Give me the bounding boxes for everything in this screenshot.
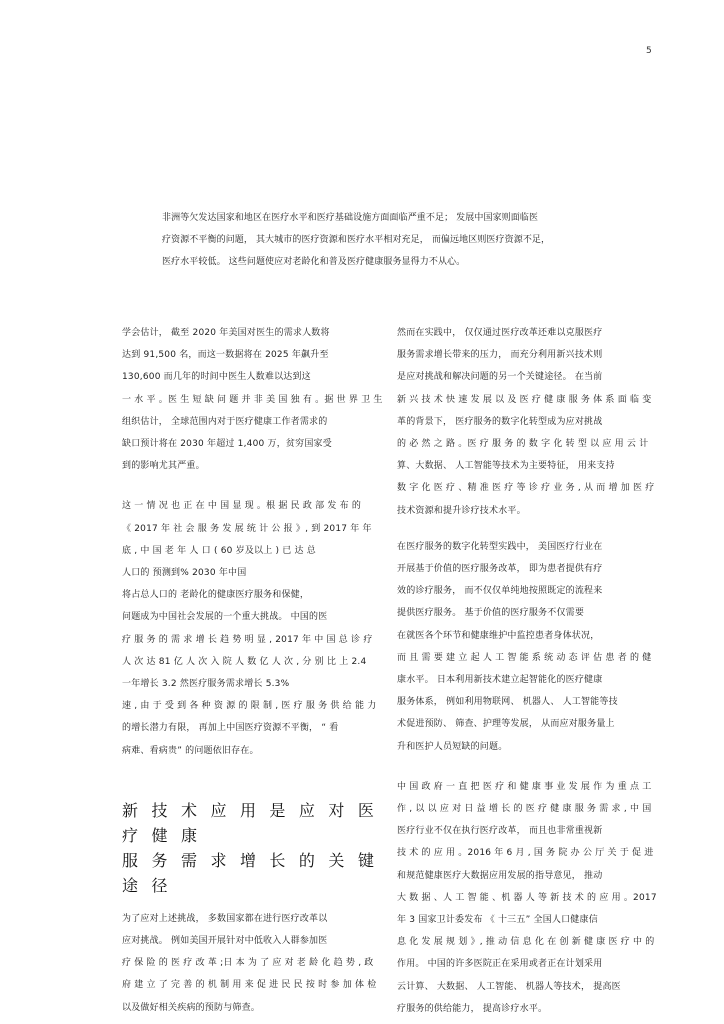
reform-paragraph [122, 908, 384, 1019]
text-line: 效的诊疗服务， 而不仅仅单纯地按照既定的流程来 [397, 586, 603, 597]
text-line: 一 水 平 。医 生 短 缺 问 题 并 非 美 国 独 有 。据 世 界 卫 生 [122, 394, 383, 405]
text-line: 算、大数据、 人工智能等技术为主要特征， 用来支持 [397, 461, 615, 472]
text-line: 在就医各个环节和健康维护中监控患者身体状况， [397, 630, 600, 641]
intro-line: 非洲等欠发达国家和地区在医疗水平和医疗基础设施方面面临严重不足； 发展中国家则面临医 [162, 213, 539, 223]
text-line: 将占总人口的 老龄化的健康医疗服务和保健， [122, 590, 310, 601]
doctor-shortage-paragraph [122, 322, 384, 477]
page-number: 5 [646, 46, 652, 56]
section-heading [122, 798, 384, 898]
text-line: 在医疗服务的数字化转型实践中， 美国医疗行业在 [397, 541, 603, 552]
text-line: 疗 保 险 的 医 疗 改 革 ;日 本 为 了 应 对 老 龄 化 趋 势 , 政 [122, 958, 374, 969]
text-line: 升和医护人员短缺的问题。 [397, 741, 508, 752]
left-column [122, 322, 384, 1019]
text-line: 和规范健康医疗大数据应用发展的指导意见， 推动 [397, 870, 603, 881]
text-line: 一年增长 3.2 然医疗服务需求增长 5.3% [122, 679, 290, 690]
text-line: 技术资源和提升诊疗技术水平。 [397, 505, 526, 516]
text-line: 人 次 达 81 亿 人 次 入 院 人 数 亿 人 次 , 分 别 比 上 2.4 [122, 656, 367, 667]
text-line: 这 一 情 况 也 正 在 中 国 显 现 。根 据 民 政 部 发 布 的 [122, 501, 362, 512]
intro-line: 疗资源不平衡的问题， 其大城市的医疗资源和医疗水平相对充足， 而偏远地区则医疗资源不足， [162, 235, 551, 245]
right-column [397, 322, 659, 1020]
text-line: 年 3 国家卫计委发布 《 十三五” 全国人口健康信 [397, 915, 598, 926]
text-line: 提供医疗服务。 基于价值的医疗服务不仅需要 [397, 608, 585, 619]
text-line: 疗服务的供给能力， 提高诊疗水平。 [397, 1003, 548, 1014]
text-line: 的 必 然 之 路 。医 疗 服 务 的 数 字 化 转 型 以 应 用 云 计 [397, 439, 649, 450]
digital-transformation-paragraph [397, 322, 659, 522]
text-line: 服务需求增长带来的压力， 而充分利用新兴技术则 [397, 350, 603, 361]
text-line: 技 术 的 应 用 。2016 年 6 月 , 国 务 院 办 公 厅 关 于 促 进 [397, 848, 654, 859]
section-heading-line: 新 技 术 应 用 是 应 对 医 疗 健 康 [122, 800, 379, 845]
text-line: 革的背景下， 医疗服务的数字化转型成为应对挑战 [397, 416, 603, 427]
text-line: 是应对挑战和解决问题的另一个关键途径。 在当前 [397, 372, 603, 383]
text-line: 医疗行业不仅在执行医疗改革， 而且也非常重视新 [397, 826, 603, 837]
text-line: 康水平。 日本利用新技术建立起智能化的医疗健康 [397, 675, 603, 686]
text-line: 然而在实践中， 仅仅通过医疗改革还难以克服医疗 [397, 328, 603, 338]
text-line: 速 , 由 于 受 到 各 种 资 源 的 限 制 , 医 疗 服 务 供 给 能 力 [122, 701, 377, 712]
text-line: 开展基于价值的医疗服务改革， 即为患者提供有疗 [397, 564, 603, 575]
text-line: 新 兴 技 术 快 速 发 展 以 及 医 疗 健 康 服 务 体 系 面 临 变 [397, 394, 652, 405]
text-line: 的增长潜力有限， 再加上中国医疗资源不平衡， “ 看 [122, 723, 339, 734]
text-line: 息 化 发 展 规 划 》, 推 动 信 息 化 在 创 新 健 康 医 疗 中 的 [397, 937, 655, 948]
section-heading-line: 服 务 需 求 增 长 的 关 键 途 径 [122, 850, 379, 895]
text-line: 学会估计， 截至 2020 年美国对医生的需求人数将 [122, 328, 330, 338]
china-policy-paragraph [397, 776, 659, 1020]
intro-paragraph [162, 207, 662, 273]
text-line: 疗 服 务 的 需 求 增 长 趋 势 明 显 , 2017 年 中 国 总 诊 疗 [122, 634, 373, 645]
text-line: 人口的 预测到% 2030 年中国 [122, 568, 247, 579]
us-japan-practice-paragraph [397, 536, 659, 758]
text-line: 达到 91,500 名，而这一数据将在 2025 年飙升至 [122, 350, 329, 361]
text-line: 问题成为中国社会发展的一个重大挑战。 中国的医 [122, 612, 328, 623]
text-line: 术促进预防、 筛查、护理等发展， 从而应对服务量上 [397, 719, 615, 730]
text-line: 中 国 政 府 一 直 把 医 疗 和 健 康 事 业 发 展 作 为 重 点 工 [397, 781, 652, 792]
text-line: 《 2017 年 社 会 服 务 发 展 统 计 公 报 》, 到 2017 年 年 [122, 523, 372, 534]
text-line: 应对挑战。 例如美国开展针对中低收入人群参加医 [122, 936, 328, 947]
text-line: 组织估计， 全球范围内对于医疗健康工作者需求的 [122, 416, 328, 427]
text-line: 底 , 中 国 老 年 人 口 ( 60 岁及以上 ) 已 达 总 [122, 545, 316, 556]
text-line: 云计算、 大数据、 人工智能、 机器人等技术， 提高医 [397, 981, 621, 992]
text-line: 作用。 中国的许多医院正在采用或者正在计划采用 [397, 959, 603, 970]
text-line: 大 数 据 、人 工 智 能 、机 器 人 等 新 技 术 的 应 用 。2017 [397, 892, 657, 903]
intro-line: 医疗水平较低。 这些问题使应对老龄化和普及医疗健康服务显得力不从心。 [162, 257, 466, 267]
text-line: 病难、看病贵” 的问题依旧存在。 [122, 745, 259, 756]
text-line: 130,600 而几年的时间中医生人数难以达到这 [122, 372, 311, 383]
text-line: 服务体系， 例如利用物联网、 机器人、 人工智能等技 [397, 697, 618, 708]
text-line: 为了应对上述挑战， 多数国家都在进行医疗改革以 [122, 913, 328, 924]
text-line: 缺口预计将在 2030 年超过 1,400 万，贫穷国家受 [122, 439, 332, 450]
china-situation-paragraph [122, 495, 384, 761]
text-line: 到的影响尤其严重。 [122, 461, 205, 472]
text-line: 作 , 以 以 应 对 日 益 增 长 的 医 疗 健 康 服 务 需 求 , 中 国 [397, 804, 652, 815]
text-line: 以及做好相关疾病的预防与筛查。 [122, 1002, 261, 1013]
text-line: 数 字 化 医 疗 、精 准 医 疗 等 诊 疗 业 务 , 从 而 增 加 医 疗 [397, 483, 655, 494]
text-line: 府 建 立 了 完 善 的 机 制 用 来 促 进 民 民 按 时 参 加 体 检 [122, 980, 377, 991]
text-line: 而 且 需 要 建 立 起 人 工 智 能 系 统 动 态 评 估 患 者 的 健 [397, 652, 652, 663]
